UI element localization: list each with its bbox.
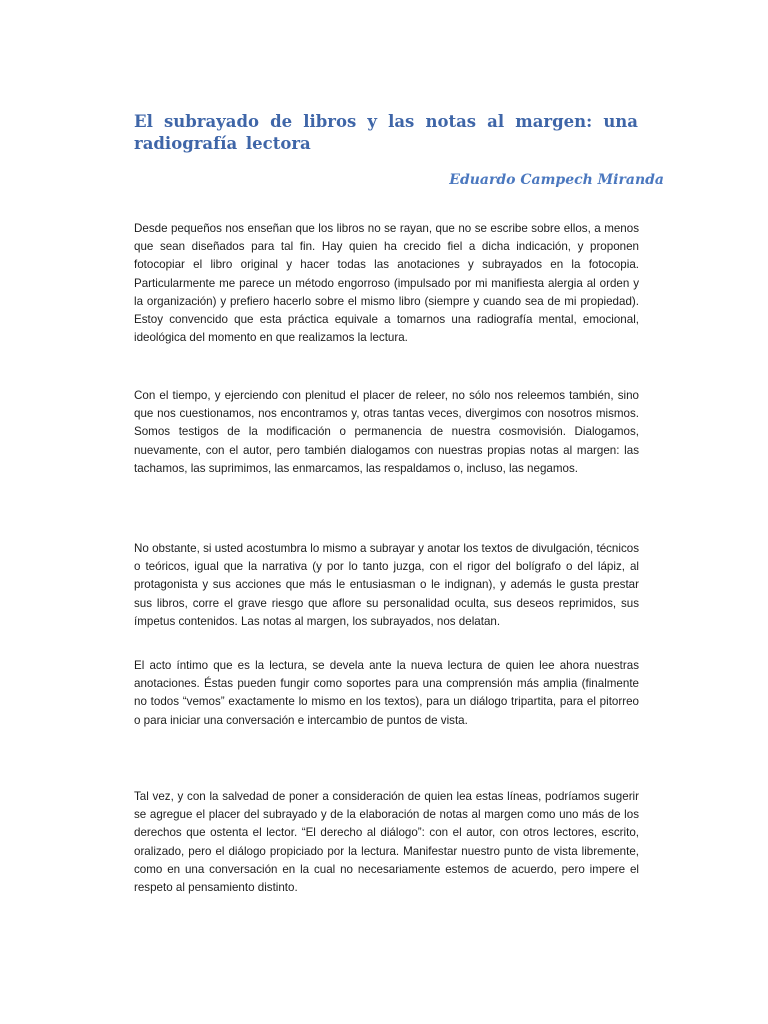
body-paragraph: Tal vez, y con la salvedad de poner a consideración de quien lea estas líneas, podríamos sugerir se agregue el placer del subrayado y de la elaboración de notas al margen como uno más de los derechos que ostenta el lector. “El derecho al diálogo”: con el autor, con otros lectores, escrito, oralizado, pero el diálogo propiciado por la lectura. Manifestar nuestro punto de vista libremente, como en una conversación en la cual no necesariamente estemos de acuerdo, pero impere el respeto al pensamiento distinto. bbox=[134, 790, 639, 895]
document-author: Eduardo Campech Miranda bbox=[449, 172, 664, 188]
body-paragraph: El acto íntimo que es la lectura, se devela ante la nueva lectura de quien lee ahora nuestras anotaciones. Éstas pueden fungir como soportes para una comprensión más amplia (finalmente no todos “vemos” exactamente lo mismo en los textos), para un diálogo tripartita, para el pitorreo o para iniciar una conversación e intercambio de puntos de vista. bbox=[134, 659, 639, 727]
document-title: El subrayado de libros y las notas al margen: una radiografía lectora bbox=[134, 112, 638, 153]
body-paragraph: Con el tiempo, y ejerciendo con plenitud el placer de releer, no sólo nos releemos también, sino que nos cuestionamos, nos encontramos y, otras tantas veces, divergimos con nosotros mismos. Somos testigos de la modificación o permanencia de nuestra cosmovisión. Dialogamos, nuevamente, con el autor, pero también dialogamos con nuestras propias notas al margen: las tachamos, las suprimimos, las enmarcamos, las respaldamos o, incluso, las negamos. bbox=[134, 389, 639, 475]
body-paragraph: No obstante, si usted acostumbra lo mismo a subrayar y anotar los textos de divulgación, técnicos o teóricos, igual que la narrativa (y por lo tanto juzga, con el rigor del bolígrafo o del lápiz, al protagonista y sus acciones que más le entusiasman o le indignan), y además le gusta prestar sus libros, corre el grave riesgo que aflore su personalidad oculta, sus deseos reprimidos, sus ímpetus contenidos. Las notas al margen, los subrayados, nos delatan. bbox=[134, 542, 639, 628]
body-paragraph: Desde pequeños nos enseñan que los libros no se rayan, que no se escribe sobre ellos, a menos que sean diseñados para tal fin. Hay quien ha crecido fiel a dicha indicación, y proponen fotocopiar el libro original y hacer todas las anotaciones y subrayados en la fotocopia. Particularmente me parece un método engorroso (impulsado por mi manifiesta alergia al orden y la organización) y prefiero hacerlo sobre el mismo libro (siempre y cuando sea de mi propiedad). Estoy convencido que esta práctica equivale a tomarnos una radiografía mental, emocional, ideológica del momento en que realizamos la lectura. bbox=[134, 222, 639, 345]
